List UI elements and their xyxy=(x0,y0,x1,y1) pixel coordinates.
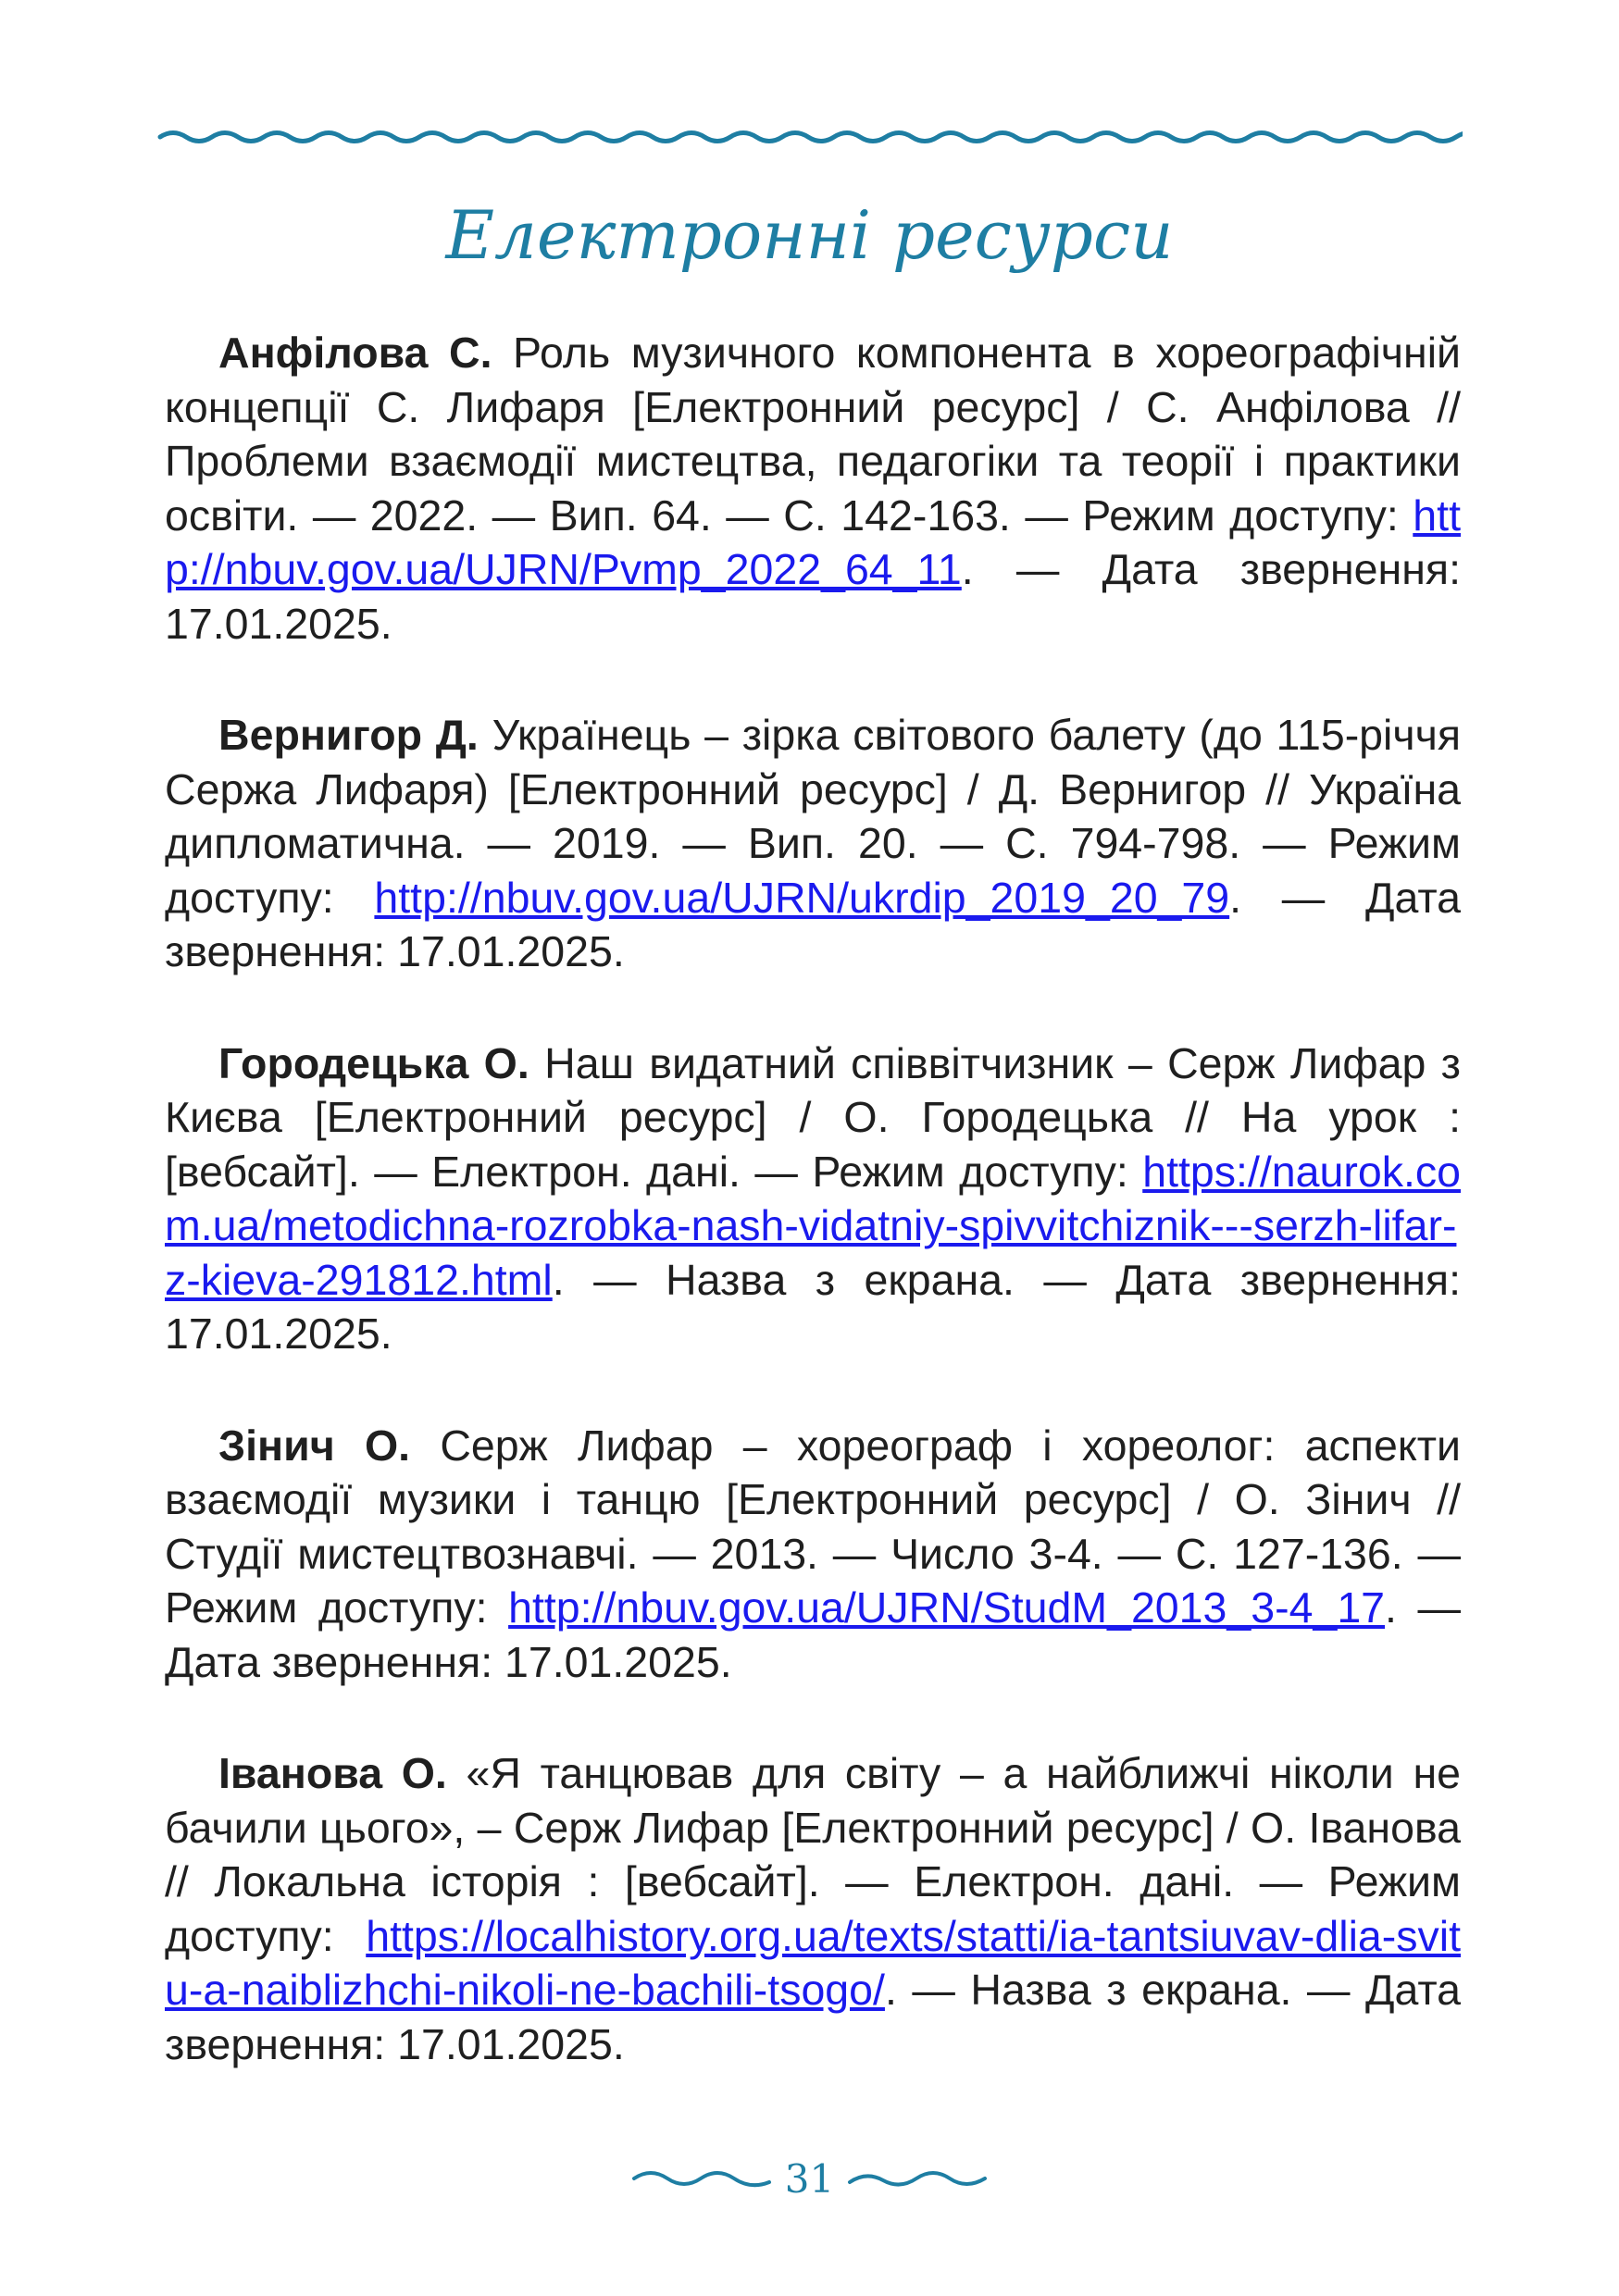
entry-link[interactable]: https://naurok.com.ua/metodichna-rozrobka-nash-vidatniy-spivvitchiznik---serzh-lifar-z-kieva-291812.html xyxy=(165,1147,1461,1304)
entry-text-end: . — Назва з екрана. — Дата звернення: 17.01.2025. xyxy=(165,1255,1461,1358)
bibliography-entry xyxy=(165,1036,1461,1361)
entry-author: Зінич О. xyxy=(218,1421,411,1470)
bibliography-entry xyxy=(165,326,1461,651)
entry-author: Іванова О. xyxy=(218,1749,447,1797)
page-number: 31 xyxy=(784,2156,835,2202)
entry-text-end: . — Дата звернення: 17.01.2025. xyxy=(165,873,1461,975)
entry-link[interactable]: http://nbuv.gov.ua/UJRN/StudM_2013_3-4_17 xyxy=(508,1583,1386,1632)
page-footer xyxy=(0,2156,1619,2202)
wave-ornament-icon xyxy=(630,2166,774,2193)
wave-ornament-icon xyxy=(845,2166,989,2193)
wave-ornament-icon xyxy=(157,118,1463,155)
page-title: Електронні ресурси xyxy=(445,196,1174,274)
entry-text: «Я танцював для світу – а найближчі ніколи не бачили цього», – Серж Лифар [Електронний ресурс] / О. Іванова // Локальна історія : [вебсайт]. — Електрон. дані. — Режим доступу: xyxy=(165,1749,1461,1960)
entry-text: Наш видатний співвітчизник – Серж Лифар з Києва [Електронний ресурс] / О. Городецька // На урок : [вебсайт]. — Електрон. дані. — Режим доступу: xyxy=(165,1038,1461,1196)
entry-link[interactable]: http://nbuv.gov.ua/UJRN/Pvmp_2022_64_11 xyxy=(165,490,1461,593)
bibliography-entry xyxy=(165,1746,1461,2071)
entry-text: Серж Лифар – хореограф і хореолог: аспекти взаємодії музики і танцю [Електронний ресурс] / О. Зінич // Студії мистецтвознавчі. — 2013. — Число 3-4. — С. 127-136. — Режим доступу: xyxy=(165,1421,1461,1632)
entry-author: Анфілова С. xyxy=(218,329,492,377)
entry-link[interactable]: http://nbuv.gov.ua/UJRN/ukrdip_2019_20_79 xyxy=(374,873,1230,922)
entry-author: Вернигор Д. xyxy=(218,711,479,759)
entry-text-end: . — Дата звернення: 17.01.2025. xyxy=(165,545,1461,648)
bibliography-entry xyxy=(165,1419,1461,1690)
entry-text: Роль музичного компонента в хореографічній концепції С. Лифаря [Електронний ресурс] / С. Анфілова // Проблеми взаємодії мистецтва, педагогіки та теорії і практики освіти. — 2022. — Вип. 64. — С. 142-163. — Режим доступу: xyxy=(165,329,1461,540)
entry-link[interactable]: https://localhistory.org.ua/texts/statti/ia-tantsiuvav-dlia-svitu-a-naiblizhchi-nikoli-ne-bachili-tsogo/ xyxy=(165,1911,1461,2014)
bibliography-list xyxy=(165,326,1461,2128)
entry-text-end: . — Назва з екрана. — Дата звернення: 17.01.2025. xyxy=(165,1966,1461,2068)
bibliography-entry xyxy=(165,708,1461,979)
entry-text-end: . — Дата звернення: 17.01.2025. xyxy=(165,1583,1461,1686)
entry-text: Українець – зірка світового балету (до 115-річчя Сержа Лифаря) [Електронний ресурс] / Д. Вернигор // Україна дипломатична. — 2019. — Вип. 20. — С. 794-798. — Режим доступу: xyxy=(165,711,1462,922)
entry-author: Городецька О. xyxy=(218,1038,529,1087)
